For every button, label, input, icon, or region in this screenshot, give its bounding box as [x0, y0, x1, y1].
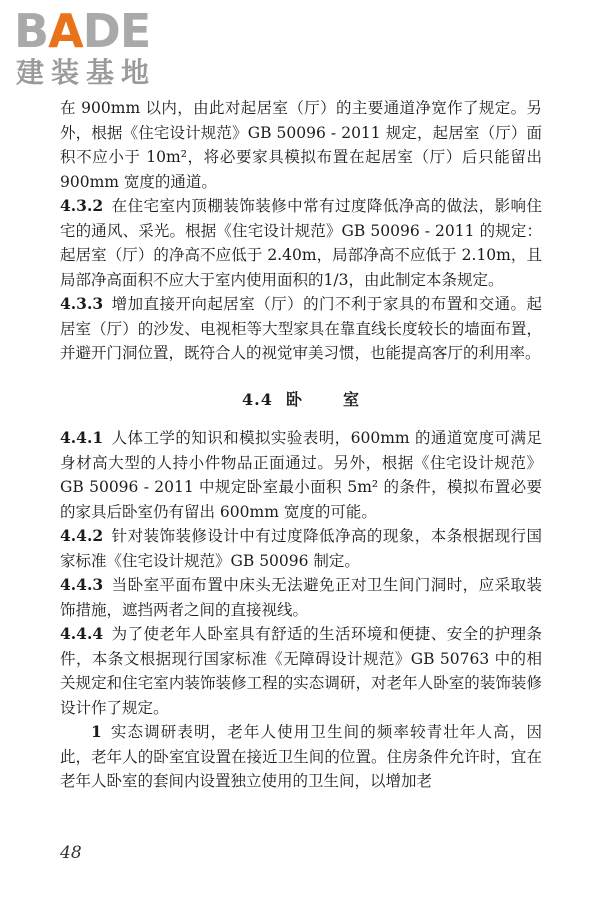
logo-wordmark [14, 4, 151, 58]
clause-text: 人体工学的知识和模拟实验表明，600mm 的通道宽度可满足身材高大型的人持小件物品正面通过。另外，根据《住宅设计规范》GB 50096 - 2011 中规定卧室最小面积 5m² 的条件，模拟布置必要的家具后卧室仍有留出 600mm 宽度的可能。 [60, 429, 542, 521]
clause-number: 4.3.2 [60, 196, 104, 215]
clause-number: 4.4.1 [60, 428, 104, 447]
clause-number: 4.3.3 [60, 294, 104, 313]
document-body [60, 96, 542, 794]
clause-4-3-2 [60, 194, 542, 292]
section-number: 4.4 [241, 389, 273, 409]
clause-number: 4.4.3 [60, 575, 104, 594]
clause-number: 4.4.4 [60, 624, 104, 643]
clause-text: 为了使老年人卧室具有舒适的生活环境和便捷、安全的护理条件，本条文根据现行国家标准《无障碍设计规范》GB 50763 中的相关规定和住宅室内装饰装修工程的实态调研，对老年人卧室的装饰装修设计作了规定。 [60, 625, 542, 717]
section-heading-4-4 [60, 388, 542, 413]
clause-text: 针对装饰装修设计中有过度降低净高的现象，本条根据现行国家标准《住宅设计规范》GB 50096 制定。 [60, 527, 542, 570]
clause-4-3-3 [60, 292, 542, 366]
clause-text: 在住宅室内顶棚装饰装修中常有过度降低净高的做法，影响住宅的通风、采光。根据《住宅设计规范》GB 50096 - 2011 的规定：起居室（厅）的净高不应低于 2.40m，局部净高不应低于 2.10m，且局部净高面积不应大于室内使用面积的1/3，由此制定本条规定。 [60, 197, 542, 289]
clause-text: 当卧室平面布置中床头无法避免正对卫生间门洞时，应采取装饰措施，遮挡两者之间的直接视线。 [60, 576, 542, 619]
paragraph-continued: 在 900mm 以内，由此对起居室（厅）的主要通道净宽作了规定。另外，根据《住宅设计规范》GB 50096 - 2011 规定，起居室（厅）面积不应小于 10m²，将必要家具模拟布置在起居室（厅）后只能留出 900mm 宽度的通道。 [60, 99, 542, 191]
logo-letters-de: DE [82, 4, 151, 58]
page-number: 48 [60, 843, 82, 863]
item-text: 实态调研表明，老年人使用卫生间的频率较青壮年人高，因此，老年人的卧室宜设置在接近卫生间的位置。住房条件允许时，宜在老年人卧室的套间内设置独立使用的卫生间，以增加老 [60, 723, 542, 790]
clause-number: 4.4.2 [60, 526, 104, 545]
list-item-1 [60, 720, 542, 794]
section-title-part-1: 卧 [285, 389, 303, 409]
clause-4-4-1 [60, 426, 542, 524]
section-title-part-2: 室 [342, 389, 360, 409]
clause-4-4-3 [60, 573, 542, 622]
bade-logo [14, 4, 184, 89]
clause-4-4-2 [60, 524, 542, 573]
item-number: 1 [91, 722, 102, 741]
logo-letter-b: B [14, 4, 49, 58]
clause-4-4-4 [60, 622, 542, 720]
logo-subtitle: 建装基地 [16, 56, 157, 89]
clause-text: 增加直接开向起居室（厅）的门不利于家具的布置和交通。起居室（厅）的沙发、电视柜等大型家具在靠直线长度较长的墙面布置，并避开门洞位置，既符合人的视觉审美习惯，也能提高客厅的利用率。 [60, 295, 542, 362]
logo-letter-a: A [48, 4, 83, 58]
